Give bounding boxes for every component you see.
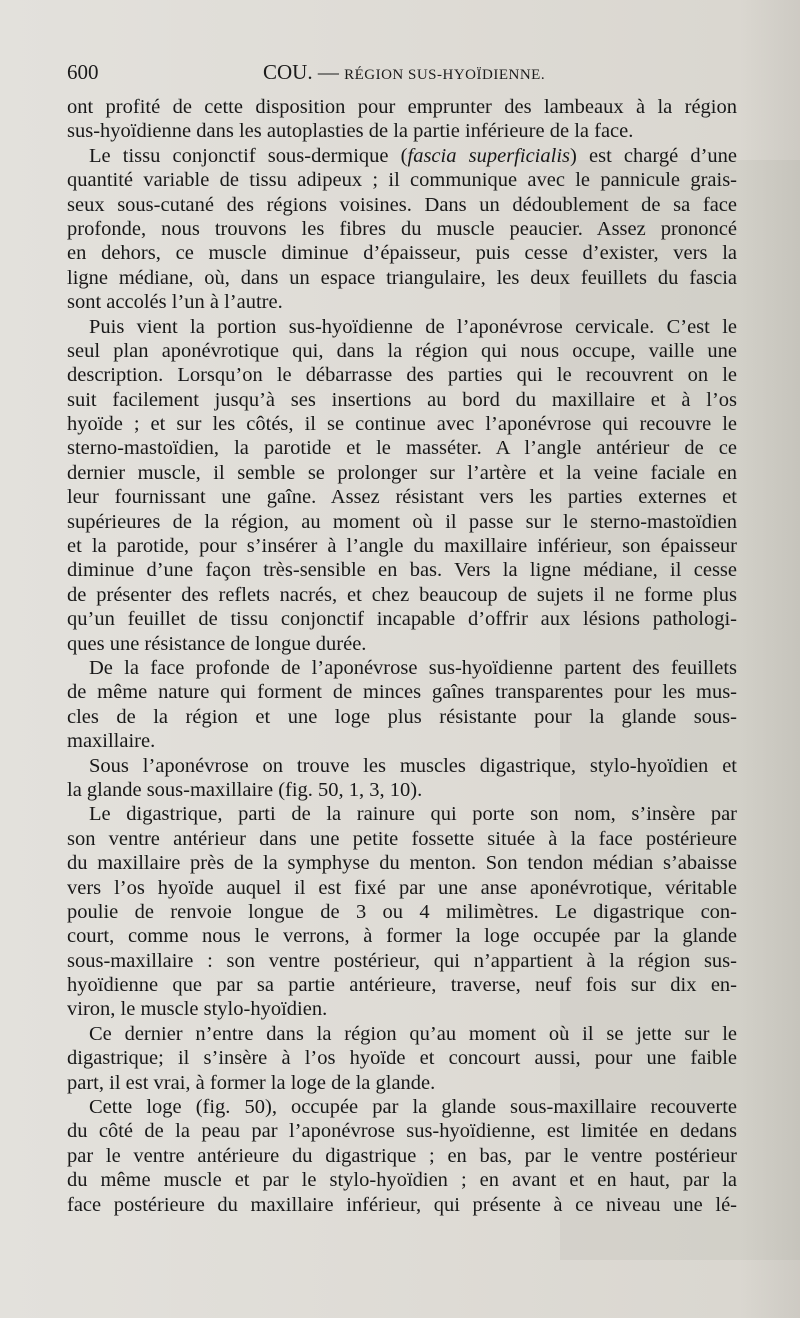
text-line: supérieures de la région, au moment où il passe sur le sterno-mastoïdien — [67, 510, 737, 533]
text-line: ont profité de cette disposition pour emprunter des lambeaux à la région — [67, 96, 737, 118]
text-line: profonde, nous trouvons les fibres du muscle peaucier. Assez prononcé — [67, 217, 737, 240]
text-line: du maxillaire près de la symphyse du menton. Son tendon médian s’abaisse — [67, 852, 737, 875]
text-line: sont accolés l’un à l’autre. — [67, 291, 283, 314]
running-head — [263, 60, 545, 85]
text-line: cles de la région et une loge plus résistante pour la glande sous- — [67, 705, 737, 728]
page-edge-shadow — [740, 0, 800, 1318]
text-line: diminue d’une façon très-sensible en bas. Vers la ligne médiane, il cesse — [67, 559, 737, 582]
page-header — [67, 60, 737, 90]
text-line: digastrique; il s’insère à l’os hyoïde et concourt aussi, pour une faible — [67, 1047, 737, 1070]
text-line: en dehors, ce muscle diminue d’épaisseur, puis cesse d’exister, vers la — [67, 242, 737, 265]
text-line: sterno-mastoïdien, la parotide et le masséter. A l’angle antérieur de ce — [67, 437, 737, 460]
running-head-sub: RÉGION SUS-HYOÏDIENNE. — [344, 67, 546, 83]
text-line: leur fournissant une gaîne. Assez résistant vers les parties externes et — [67, 486, 737, 509]
text-line: quantité variable de tissu adipeux ; il communique avec le pannicule grais- — [67, 169, 737, 192]
text-line: description. Lorsqu’on le débarrasse des parties qui le recouvrent on le — [67, 364, 737, 387]
text-line: face postérieure du maxillaire inférieur, qui présente à ce niveau une lé- — [67, 1193, 737, 1216]
text-line: De la face profonde de l’aponévrose sus-hyoïdienne partent des feuillets — [89, 656, 737, 679]
text-line: son ventre antérieur dans une petite fossette située à la face postérieure — [67, 827, 737, 850]
text-line: court, comme nous le verrons, à former la loge occupée par la glande — [67, 925, 737, 948]
text-line: Puis vient la portion sus-hyoïdienne de l’aponévrose cervicale. C’est le — [89, 315, 737, 338]
page-number: 600 — [67, 60, 99, 84]
text-line: vers l’os hyoïde auquel il est fixé par une anse aponévrotique, véritable — [67, 876, 737, 899]
text-line: seux sous-cutané des régions voisines. Dans un dédoublement de sa face — [67, 193, 737, 216]
text-line: de même nature qui forment de minces gaînes transparentes pour les mus- — [67, 681, 737, 704]
text-line: la glande sous-maxillaire (fig. 50, 1, 3, 10). — [67, 778, 423, 801]
text-line: Sous l’aponévrose on trouve les muscles digastrique, stylo-hyoïdien et — [89, 754, 737, 777]
text-line: sous-maxillaire : son ventre postérieur, qui n’appartient à la région sus- — [67, 949, 737, 972]
text-line: part, il est vrai, à former la loge de la glande. — [67, 1071, 436, 1094]
running-head-main: COU. — — [263, 60, 339, 84]
text-line: ligne médiane, où, dans un espace triangulaire, les deux feuillets du fascia — [67, 266, 737, 289]
italic-term: fascia superficialis — [407, 144, 570, 167]
text-segment: ) est chargé d’une — [570, 144, 738, 167]
text-line: hyoïdienne que par sa partie antérieure, traverse, neuf fois sur dix en- — [67, 974, 737, 997]
body-text — [67, 95, 737, 1217]
text-line: qu’un feuillet de tissu conjonctif incapable d’offrir aux lésions pathologi- — [67, 608, 737, 631]
text-line: viron, le muscle stylo-hyoïdien. — [67, 998, 328, 1021]
text-segment: Le tissu conjonctif sous-dermique ( — [89, 144, 408, 167]
text-line: du même muscle et par le stylo-hyoïdien ; en avant et en haut, par la — [67, 1169, 737, 1192]
text-line: maxillaire. — [67, 730, 156, 753]
text-line: du côté de la peau par l’aponévrose sus-hyoïdienne, est limitée en dedans — [67, 1120, 737, 1143]
text-line: seul plan aponévrotique qui, dans la région qui nous occupe, vaille une — [67, 339, 737, 362]
text-line: ques une résistance de longue durée. — [67, 632, 367, 655]
text-line — [67, 144, 737, 168]
text-line: hyoïde ; et sur les côtés, il se continue avec l’aponévrose qui recouvre le — [67, 413, 737, 436]
text-line: poulie de renvoie longue de 3 ou 4 milimètres. Le digastrique con- — [67, 900, 737, 923]
text-line: sus-hyoïdienne dans les autoplasties de la partie inférieure de la face. — [67, 120, 634, 143]
text-line: et la parotide, pour s’insérer à l’angle du maxillaire inférieur, son épaisseur — [67, 535, 737, 558]
text-line: de présenter des reflets nacrés, et chez beaucoup de sujets il ne forme plus — [67, 583, 737, 606]
text-line: suit facilement jusqu’à ses insertions au bord du maxillaire et à l’os — [67, 388, 737, 411]
text-line: Ce dernier n’entre dans la région qu’au moment où il se jette sur le — [89, 1022, 737, 1045]
text-line: Le digastrique, parti de la rainure qui porte son nom, s’insère par — [89, 803, 737, 826]
text-line: dernier muscle, il semble se prolonger sur l’artère et la veine faciale en — [67, 461, 737, 484]
text-line: Cette loge (fig. 50), occupée par la glande sous-maxillaire recouverte — [89, 1096, 737, 1119]
text-line: par le ventre antérieure du digastrique ; en bas, par le ventre postérieur — [67, 1144, 737, 1167]
